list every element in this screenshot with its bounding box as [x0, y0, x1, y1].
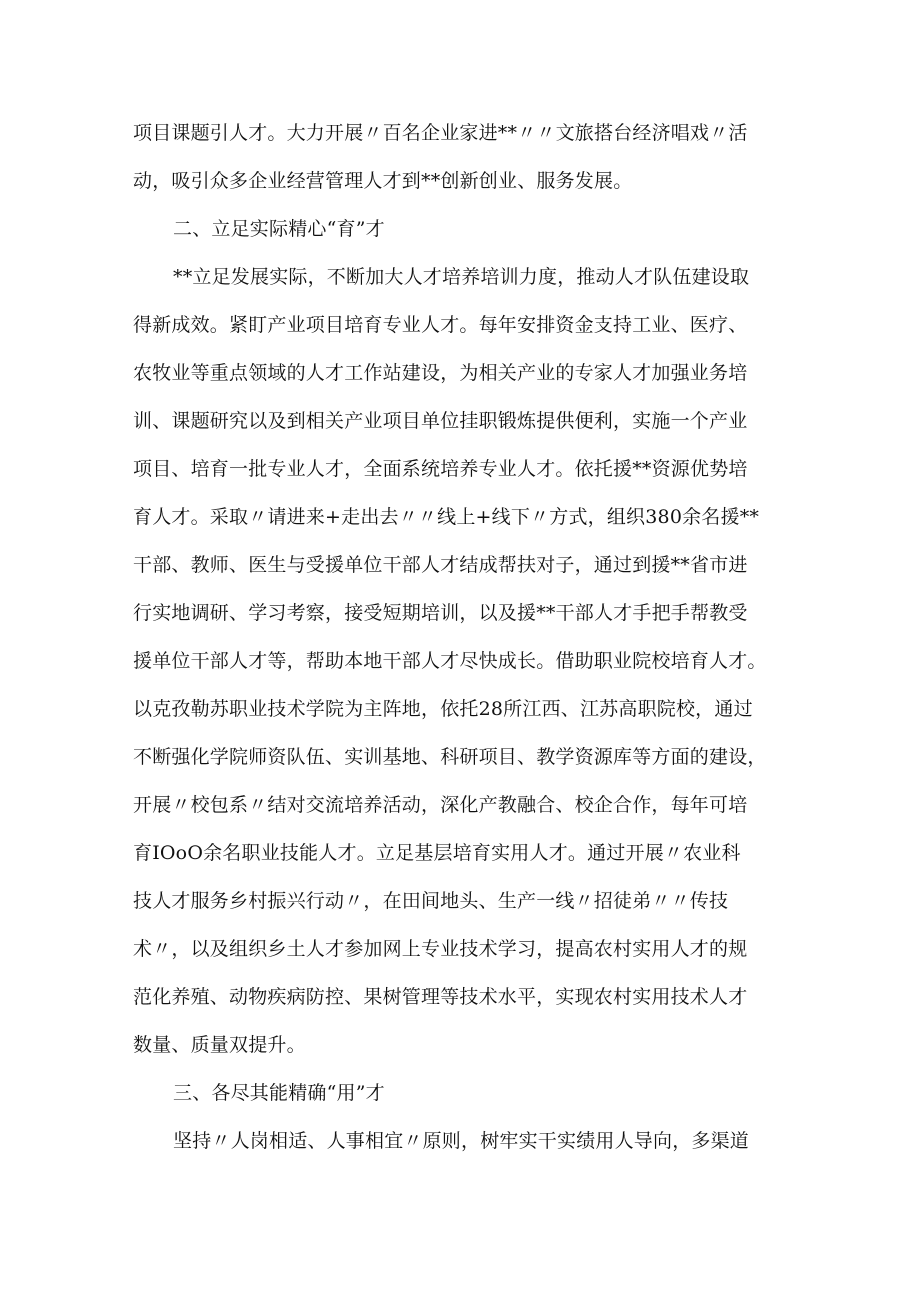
paragraph-line: 训、课题研究以及到相关产业项目单位挂职锻炼提供便利，实施一个产业	[133, 410, 748, 432]
paragraph-line: 得新成效。紧盯产业项目培育专业人才。每年安排资金支持工业、医疗、	[133, 314, 748, 336]
paragraph-line: 援单位干部人才等，帮助本地干部人才尽快成长。借助职业院校培育人才。	[133, 650, 767, 672]
paragraph-line: 不断强化学院师资队伍、实训基地、科研项目、教学资源库等方面的建设，	[133, 746, 767, 768]
paragraph-line: 项目、培育一批专业人才，全面系统培养专业人才。依托援**资源优势培	[133, 458, 748, 480]
paragraph-line: 技人才服务乡村振兴行动〃，在田间地头、生产一线〃招徒弟〃〃传技	[133, 890, 729, 912]
paragraph-line: 干部、教师、医生与受援单位干部人才结成帮扶对子，通过到援**省市进	[133, 554, 748, 576]
paragraph-line: 术〃，以及组织乡土人才参加网上专业技术学习，提高农村实用人才的规	[133, 938, 748, 960]
paragraph-line: 数量、质量双提升。	[133, 1034, 306, 1056]
paragraph-line: 坚持〃人岗相适、人事相宜〃原则，树牢实干实绩用人导向，多渠道	[173, 1130, 750, 1152]
paragraph-line: **立足发展实际，不断加大人才培养培训力度，推动人才队伍建设取	[173, 266, 750, 288]
paragraph-line: 以克孜勒苏职业技术学院为主阵地，依托28所江西、江苏高职院校，通过	[133, 698, 753, 720]
section-heading: 三、各尽其能精确“用”才	[173, 1082, 385, 1104]
section-heading: 二、立足实际精心“育”才	[173, 218, 385, 240]
paragraph-line: 行实地调研、学习考察，接受短期培训，以及援**干部人才手把手帮教受	[133, 602, 748, 624]
body-text	[133, 109, 793, 1165]
paragraph-line: 农牧业等重点领域的人才工作站建设，为相关产业的专家人才加强业务培	[133, 362, 748, 384]
paragraph-line: 范化养殖、动物疾病防控、果树管理等技术水平，实现农村实用技术人才	[133, 986, 748, 1008]
paragraph-line: 开展〃校包系〃结对交流培养活动，深化产教融合、校企合作，每年可培	[133, 794, 748, 816]
paragraph-line: 动，吸引众多企业经营管理人才到**创新创业、服务发展。	[133, 170, 633, 192]
paragraph-line: 育IOoO余名职业技能人才。立足基层培育实用人才。通过开展〃农业科	[133, 842, 741, 864]
paragraph-line: 育人才。采取〃请进来+走出去〃〃线上+线下〃方式，组织380余名援**	[133, 506, 760, 528]
paragraph-line: 项目课题引人才。大力开展〃百名企业家进**〃〃文旅搭台经济唱戏〃活	[133, 122, 748, 144]
